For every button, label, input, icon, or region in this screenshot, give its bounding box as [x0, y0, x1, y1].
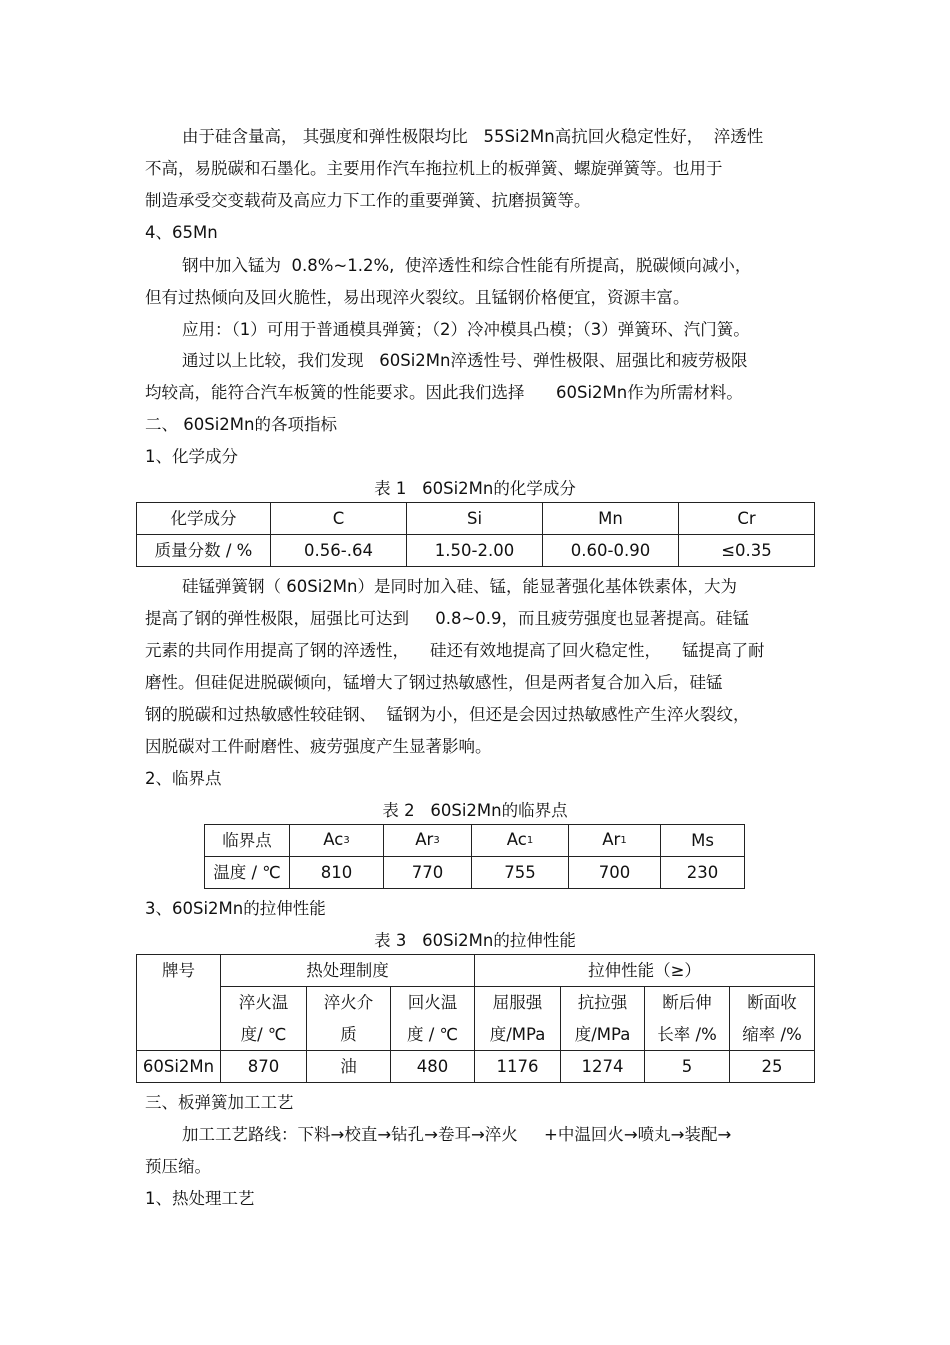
- table-header-cell: $Ar_1$: [569, 825, 661, 857]
- table-header-cell: 淬火介 质: [307, 987, 391, 1051]
- heading-65mn: 4、65Mn: [145, 223, 218, 242]
- table-cell: 60Si2Mn: [137, 1051, 221, 1083]
- section-heading: 二、 60Si2Mn的各项指标: [145, 415, 337, 434]
- paragraph-line: 通过以上比较，我们发现 60Si2Mn淬透性号、弹性极限、屈强比和疲劳极限: [182, 351, 748, 370]
- table-header-cell: 断后伸 长率 /%: [645, 987, 730, 1051]
- chemical-composition-table: [136, 502, 815, 567]
- table-caption: 表 1 60Si2Mn的化学成分: [374, 479, 576, 498]
- table-caption: 表 3 60Si2Mn的拉伸性能: [374, 931, 576, 950]
- table-cell: 0.56-.64: [271, 535, 407, 567]
- paragraph-line: 因脱碳对工件耐磨性、疲劳强度产生显著影响。: [145, 737, 492, 756]
- section-heading: 三、板弹簧加工工艺: [145, 1093, 294, 1112]
- paragraph-line: 磨性。但硅促进脱碳倾向，锰增大了钢过热敏感性，但是两者复合加入后，硅锰: [145, 673, 723, 692]
- table-cell: 5: [645, 1051, 730, 1083]
- paragraph-line: 提高了钢的弹性极限，屈强比可达到 0.8~0.9，而且疲劳强度也显著提高。硅锰: [145, 609, 750, 628]
- paragraph-line: 钢的脱碳和过热敏感性较硅钢、 锰钢为小，但还是会因过热敏感性产生淬火裂纹，: [145, 705, 750, 724]
- table-header-cell: $Ar_3$: [384, 825, 472, 857]
- table-cell: 25: [730, 1051, 815, 1083]
- paragraph-line: 应用：（1）可用于普通模具弹簧；（2）冷冲模具凸模；（3）弹簧环、汽门簧。: [182, 320, 750, 339]
- table-cell: 700: [569, 857, 661, 889]
- paragraph-line: 预压缩。: [145, 1157, 211, 1176]
- table-cell: 230: [661, 857, 745, 889]
- table-cell: ≤0.35: [679, 535, 815, 567]
- paragraph-line: 硅锰弹簧钢（ 60Si2Mn）是同时加入硅、锰，能显著强化基体铁素体，大为: [182, 577, 737, 596]
- table-header-cell: Cr: [679, 503, 815, 535]
- paragraph-line: 不高，易脱碳和石墨化。主要用作汽车拖拉机上的板弹簧、螺旋弹簧等。也用于: [145, 159, 723, 178]
- table-header-cell: 临界点: [205, 825, 290, 857]
- table-row: [137, 1051, 815, 1083]
- table-header-cell: 抗拉强 度/MPa: [561, 987, 645, 1051]
- table-cell: 480: [391, 1051, 475, 1083]
- critical-point-table: [204, 824, 745, 889]
- table-cell: 755: [472, 857, 569, 889]
- table-cell: 温度 / ℃: [205, 857, 290, 889]
- table-cell: 0.60-0.90: [543, 535, 679, 567]
- table-cell: 810: [290, 857, 384, 889]
- table-header-row: [137, 503, 815, 535]
- table-cell: 1.50-2.00: [407, 535, 543, 567]
- subsection-heading: 1、热处理工艺: [145, 1189, 255, 1208]
- table-header-cell: 淬火温 度/ ℃: [221, 987, 307, 1051]
- subsection-heading: 1、化学成分: [145, 447, 238, 466]
- paragraph-line: 由于硅含量高， 其强度和弹性极限均比 55Si2Mn高抗回火稳定性好， 淬透性: [182, 127, 764, 146]
- table-header-cell: $Ac_1$: [472, 825, 569, 857]
- subsection-heading: 3、60Si2Mn的拉伸性能: [145, 899, 326, 918]
- table-row: [137, 535, 815, 567]
- table-header-cell: 热处理制度: [221, 955, 475, 987]
- table-header-cell: C: [271, 503, 407, 535]
- table-header-cell: $Ac_3$: [290, 825, 384, 857]
- table-header-cell: 回火温 度 / ℃: [391, 987, 475, 1051]
- paragraph-line: 钢中加入锰为 0.8%~1.2%, 使淬透性和综合性能有所提高，脱碳倾向减小，: [182, 256, 752, 275]
- table-header-cell: Mn: [543, 503, 679, 535]
- paragraph-line: 均较高，能符合汽车板簧的性能要求。因此我们选择 60Si2Mn作为所需材料。: [145, 383, 743, 402]
- table-header-cell: Si: [407, 503, 543, 535]
- table-subheader-row: [137, 987, 815, 1051]
- table-cell: 质量分数 / %: [137, 535, 271, 567]
- table-row: [205, 857, 745, 889]
- table-header-cell: 化学成分: [137, 503, 271, 535]
- table-header-row: [205, 825, 745, 857]
- paragraph-line: 制造承受交变载荷及高应力下工作的重要弹簧、抗磨损簧等。: [145, 191, 591, 210]
- subsection-heading: 2、临界点: [145, 769, 222, 788]
- paragraph-line: 但有过热倾向及回火脆性，易出现淬火裂纹。且锰钢价格便宜，资源丰富。: [145, 288, 690, 307]
- table-cell: 770: [384, 857, 472, 889]
- paragraph-line: 加工工艺路线：下料→校直→钻孔→卷耳→淬火 +中温回火→喷丸→装配→: [182, 1125, 732, 1144]
- table-cell: 870: [221, 1051, 307, 1083]
- table-header-row: [137, 955, 815, 987]
- table-header-cell: 牌号: [137, 955, 221, 1051]
- table-header-cell: Ms: [661, 825, 745, 857]
- table-header-cell: 断面收 缩率 /%: [730, 987, 815, 1051]
- table-cell: 1176: [475, 1051, 561, 1083]
- paragraph-line: 元素的共同作用提高了钢的淬透性， 硅还有效地提高了回火稳定性， 锰提高了耐: [145, 641, 765, 660]
- table-cell: 1274: [561, 1051, 645, 1083]
- table-cell: 油: [307, 1051, 391, 1083]
- table-header-cell: 屈服强 度/MPa: [475, 987, 561, 1051]
- table-caption: 表 2 60Si2Mn的临界点: [382, 801, 568, 820]
- tensile-properties-table: [136, 954, 815, 1083]
- table-header-cell: 拉伸性能（≥）: [475, 955, 815, 987]
